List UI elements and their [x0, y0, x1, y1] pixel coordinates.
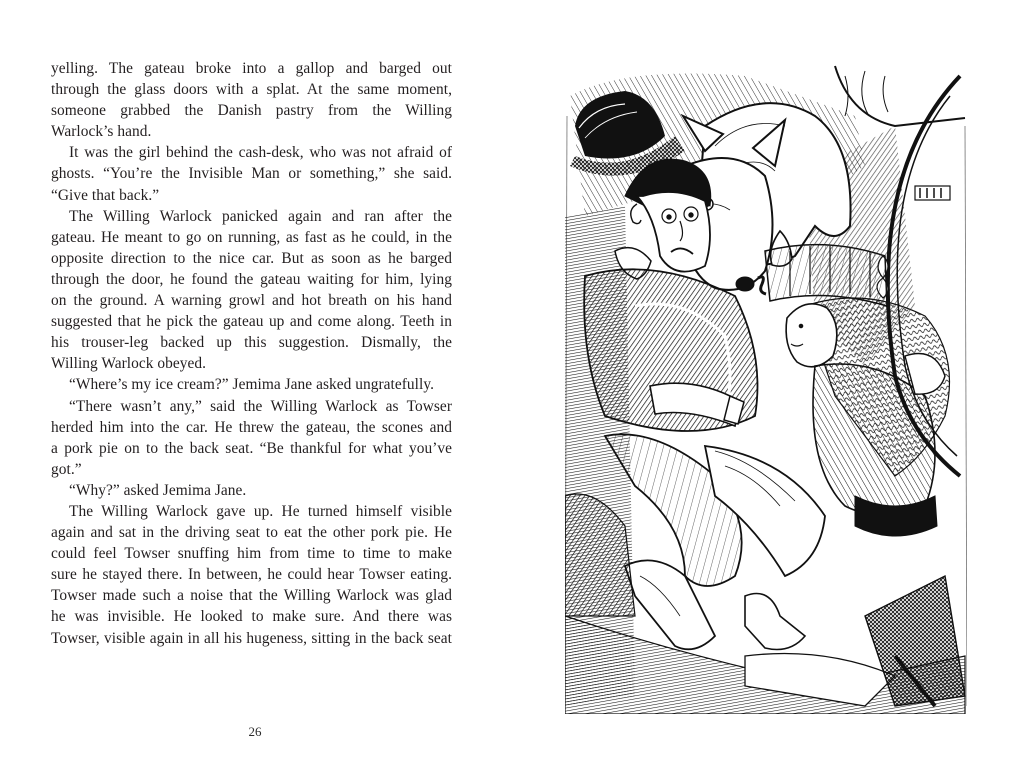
- text-line: Willing Warlock obeyed.: [51, 355, 207, 373]
- text-line: could feel Towser snuffing him from time to time to make: [51, 545, 452, 563]
- text-line: It was the girl behind the cash-desk, who was not afraid of: [69, 144, 452, 162]
- text-line: The Willing Warlock panicked again and ran after the: [69, 207, 452, 225]
- page-number: 26: [248, 724, 262, 739]
- text-line: on the ground. A warning growl and hot breath on his hand: [51, 292, 452, 310]
- ink-illustration: [565, 56, 967, 714]
- text-line: “Give that back.”: [51, 186, 160, 204]
- text-line: again and sat in the driving seat to eat the other pork pie. He: [51, 524, 452, 542]
- text-line: opposite direction to the nice car. But as soon as he barged: [51, 249, 452, 267]
- text-line: someone grabbed the Danish pastry from the Willing: [51, 102, 452, 120]
- text-line: gateau. He meant to go on running, as fast as he could, in the: [51, 228, 452, 246]
- text-line: sure he stayed there. In between, he could hear Towser eating.: [51, 566, 452, 584]
- right-page: [510, 0, 1020, 779]
- text-line: ghosts. “You’re the Invisible Man or something,” she said.: [51, 165, 452, 183]
- text-line: through the glass doors with a splat. At the same moment,: [51, 81, 452, 99]
- text-line: Towser, visible again in all his hugeness, sitting in the back seat: [51, 629, 452, 647]
- text-line: herded him into the car. He threw the gateau, the scones and: [51, 418, 452, 436]
- text-line: “There wasn’t any,” said the Willing Warlock as Towser: [69, 397, 452, 415]
- text-line: suggested that he pick the gateau up and come along. Teeth in: [51, 313, 452, 331]
- text-line: “Why?” asked Jemima Jane.: [69, 481, 247, 499]
- text-line: got.”: [51, 460, 82, 478]
- text-line: yelling. The gateau broke into a gallop and barged out: [51, 60, 452, 77]
- text-line: Towser made such a noise that the Willing Warlock was glad: [51, 587, 452, 605]
- body-text: [51, 58, 452, 649]
- text-line: through the door, he found the gateau waiting for him, lying: [51, 270, 452, 288]
- text-line: “Where’s my ice cream?” Jemima Jane asked ungratefully.: [69, 376, 434, 394]
- illustration: [565, 56, 967, 714]
- text-line: his trouser-leg backed up this suggestion. Dismally, the: [51, 334, 452, 352]
- text-line: he was invisible. He looked to make sure. And there was: [51, 608, 452, 626]
- text-line: Warlock’s hand.: [51, 123, 152, 141]
- text-line: The Willing Warlock gave up. He turned himself visible: [69, 502, 452, 520]
- text-line: a pork pie on to the back seat. “Be thankful for what you’ve: [51, 439, 452, 457]
